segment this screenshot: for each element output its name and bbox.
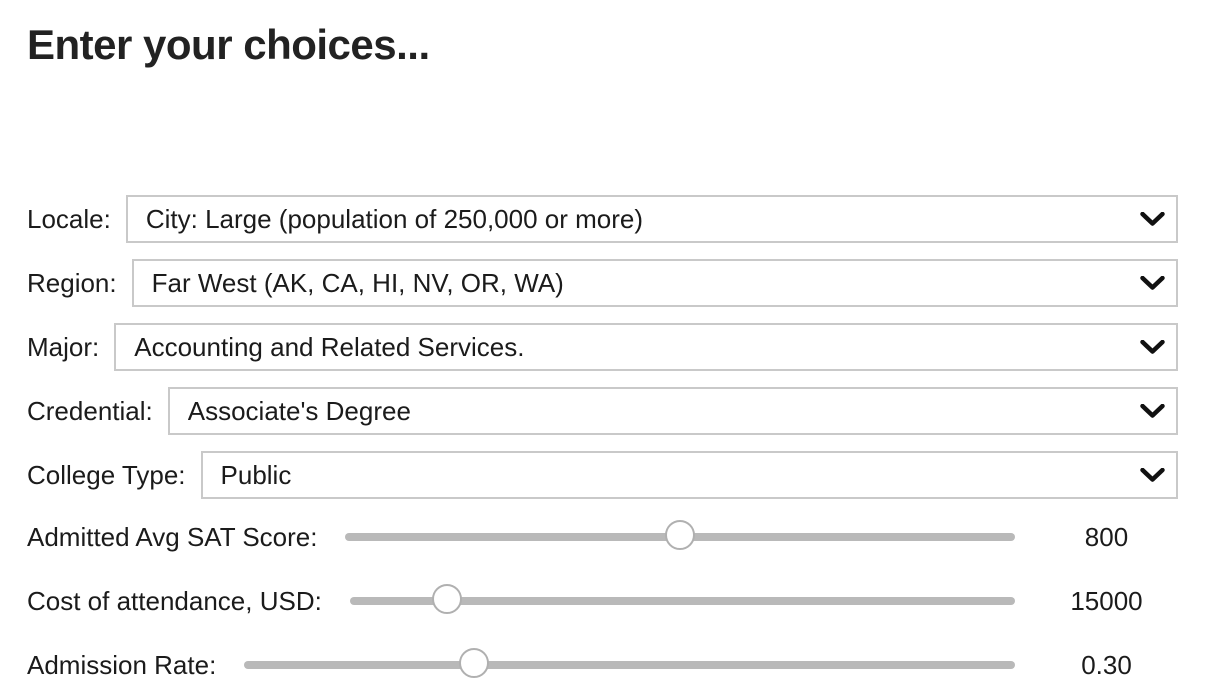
credential-row bbox=[27, 387, 1178, 435]
credential-select-wrap bbox=[168, 387, 1178, 435]
cost-value: 15000 bbox=[1070, 585, 1143, 616]
locale-select[interactable] bbox=[126, 195, 1178, 243]
admission-rate-value: 0.30 bbox=[1081, 649, 1132, 680]
major-label: Major: bbox=[27, 331, 100, 362]
credential-label: Credential: bbox=[27, 395, 153, 426]
page-title: Enter your choices... bbox=[27, 21, 430, 68]
sat-score-value: 800 bbox=[1084, 521, 1129, 552]
locale-label: Locale: bbox=[27, 203, 111, 234]
college-type-label: College Type: bbox=[27, 459, 186, 490]
sliders-section bbox=[27, 505, 1178, 697]
region-row bbox=[27, 259, 1178, 307]
region-label: Region: bbox=[27, 267, 117, 298]
sat-score-row bbox=[27, 505, 1178, 569]
locale-select-wrap bbox=[126, 195, 1178, 243]
admission-rate-row bbox=[27, 633, 1178, 697]
major-select[interactable] bbox=[114, 323, 1178, 371]
college-type-select[interactable] bbox=[201, 451, 1178, 499]
college-type-row bbox=[27, 451, 1178, 499]
cost-row bbox=[27, 569, 1178, 633]
locale-row bbox=[27, 195, 1178, 243]
choices-form bbox=[27, 195, 1178, 697]
major-row bbox=[27, 323, 1178, 371]
credential-select[interactable] bbox=[168, 387, 1178, 435]
major-select-wrap bbox=[114, 323, 1178, 371]
sat-score-label: Admitted Avg SAT Score: bbox=[27, 521, 318, 552]
region-select-wrap bbox=[132, 259, 1178, 307]
college-type-select-wrap bbox=[201, 451, 1178, 499]
cost-slider[interactable] bbox=[350, 583, 1015, 619]
sat-score-slider[interactable] bbox=[345, 519, 1015, 555]
admission-rate-label: Admission Rate: bbox=[27, 649, 217, 680]
cost-label: Cost of attendance, USD: bbox=[27, 585, 322, 616]
admission-rate-slider[interactable] bbox=[244, 647, 1015, 683]
region-select[interactable] bbox=[132, 259, 1178, 307]
